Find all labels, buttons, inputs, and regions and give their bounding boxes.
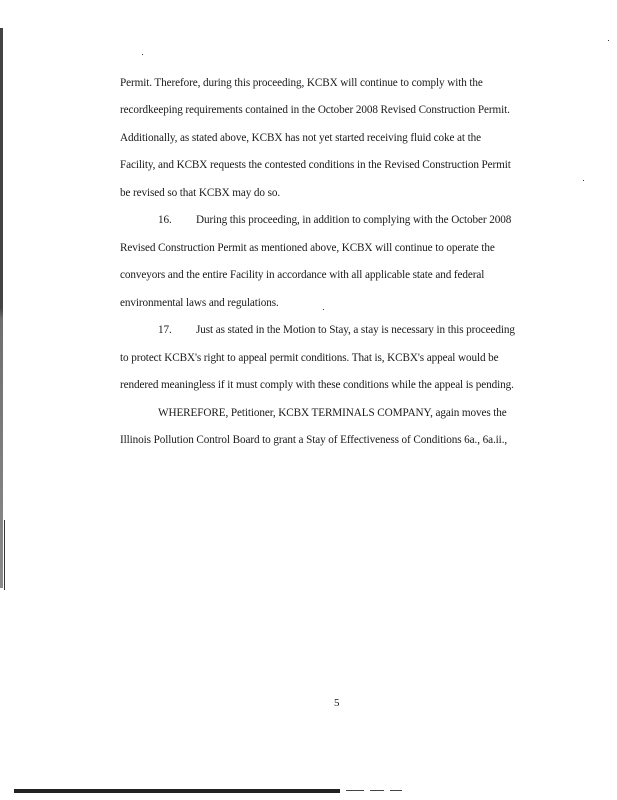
body-line: Facility, and KCBX requests the contested conditions in the Revised Construction Permit — [120, 159, 511, 171]
scan-speck — [142, 54, 143, 55]
paragraph-text: During this proceeding, in addition to complying with the October 2008 — [196, 214, 512, 226]
page-number: 5 — [334, 697, 340, 709]
paragraph-number: 17. — [158, 324, 172, 336]
paragraph-17-first-line — [158, 323, 515, 337]
body-line: be revised so that KCBX may do so. — [120, 187, 281, 199]
body-line: environmental laws and regulations. — [120, 297, 279, 309]
body-line: Revised Construction Permit as mentioned above, KCBX will continue to operate the — [120, 242, 495, 254]
scan-edge-mark — [4, 520, 5, 590]
scan-bottom-dash — [346, 790, 364, 791]
body-line: conveyors and the entire Facility in accordance with all applicable state and federal — [120, 269, 485, 281]
scan-bottom-dash — [390, 790, 402, 791]
scan-speck — [608, 40, 609, 41]
scan-bottom-edge — [14, 789, 340, 793]
wherefore-second-line: Illinois Pollution Control Board to grant a Stay of Effectiveness of Conditions 6a., 6a.ii., — [120, 434, 508, 446]
paragraph-16-first-line — [158, 213, 511, 227]
wherefore-first-line: WHEREFORE, Petitioner, KCBX TERMINALS COMPANY, again moves the — [158, 407, 507, 419]
body-line: rendered meaningless if it must comply with these conditions while the appeal is pending. — [120, 379, 514, 391]
body-line: Permit. Therefore, during this proceeding, KCBX will continue to comply with the — [120, 77, 483, 89]
scan-speck — [323, 309, 324, 310]
paragraph-number: 16. — [158, 214, 172, 226]
body-line: recordkeeping requirements contained in the October 2008 Revised Construction Permit. — [120, 104, 510, 116]
paragraph-text: Just as stated in the Motion to Stay, a stay is necessary in this proceeding — [196, 324, 515, 336]
body-line: Additionally, as stated above, KCBX has not yet started receiving fluid coke at the — [120, 132, 481, 144]
body-line: to protect KCBX's right to appeal permit conditions. That is, KCBX's appeal would be — [120, 352, 499, 364]
scan-speck — [583, 180, 584, 181]
scan-bottom-dash — [370, 790, 384, 791]
scan-edge-shadow — [0, 28, 3, 588]
